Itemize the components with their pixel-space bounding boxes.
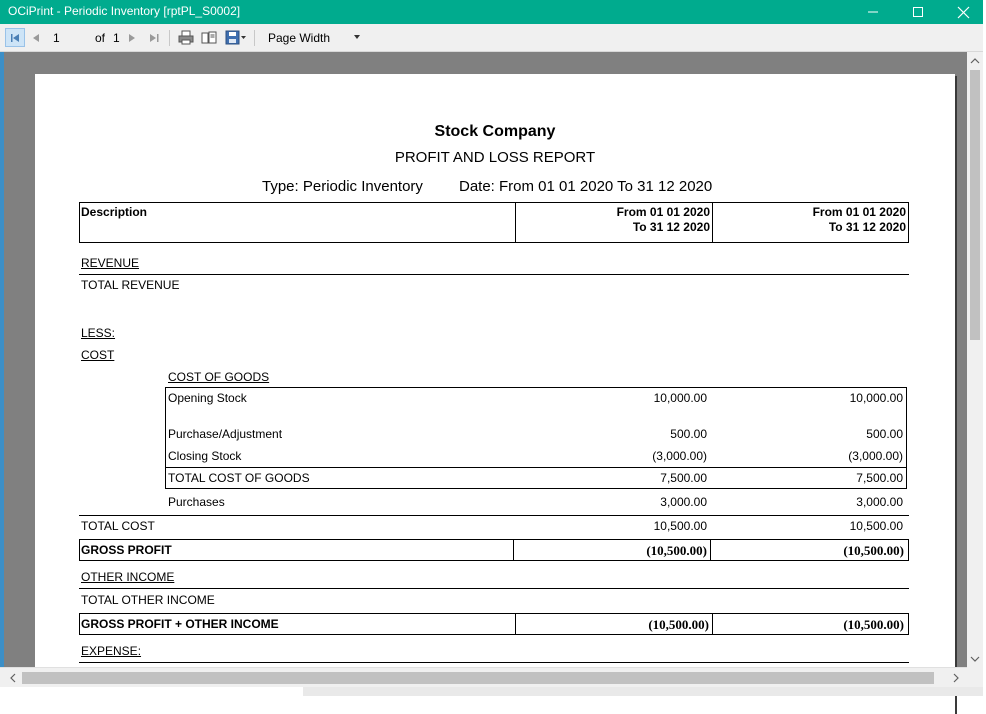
export-button[interactable]: [224, 29, 248, 46]
chevron-down-icon: [354, 35, 360, 39]
cog-row-value: (3,000.00): [652, 449, 707, 463]
report-toolbar: [0, 24, 983, 52]
scroll-left-icon[interactable]: [4, 670, 20, 686]
total-cost-label: TOTAL COST: [81, 519, 155, 533]
print-layout-button[interactable]: [200, 29, 218, 46]
toolbar-separator: [254, 30, 255, 46]
report-type: Type: Periodic Inventory: [262, 178, 423, 195]
gross-profit-value: (10,500.00): [646, 543, 707, 558]
purchases-value: 3,000.00: [856, 495, 903, 509]
total-revenue-label: TOTAL REVENUE: [81, 278, 180, 292]
scrollbar-corner: [967, 667, 983, 687]
header-col2-line1: From 01 01 2020: [812, 205, 906, 219]
gp-plus-oi-value: (10,500.00): [648, 617, 709, 632]
report-page: [35, 74, 955, 714]
minimize-button[interactable]: [850, 0, 896, 24]
status-strip-panel: [0, 687, 303, 696]
header-description: Description: [81, 205, 148, 219]
scroll-up-icon[interactable]: [967, 52, 983, 68]
print-button[interactable]: [177, 29, 195, 46]
section-rule: [79, 588, 909, 589]
column-divider: [710, 539, 711, 561]
cog-row-value: 10,000.00: [849, 391, 903, 405]
cog-row-value: 10,000.00: [653, 391, 707, 405]
less-label: LESS:: [81, 326, 116, 340]
total-cost-value: 10,500.00: [653, 519, 707, 533]
title-bar: [0, 0, 983, 24]
total-cog-value: 7,500.00: [856, 471, 903, 485]
column-divider: [712, 202, 713, 243]
report-viewport: [4, 52, 967, 667]
revenue-label: REVENUE: [81, 256, 140, 270]
scroll-down-icon[interactable]: [967, 651, 983, 667]
report-title: PROFIT AND LOSS REPORT: [394, 149, 596, 166]
last-page-button[interactable]: [146, 29, 162, 46]
vertical-scroll-thumb[interactable]: [970, 70, 980, 340]
print-icon: [178, 30, 194, 45]
header-col1-line2: To 31 12 2020: [632, 220, 710, 234]
expense-label: EXPENSE:: [81, 644, 142, 658]
next-page-icon: [128, 33, 136, 43]
toolbar-separator: [169, 30, 170, 46]
header-col2-line2: To 31 12 2020: [828, 220, 906, 234]
prev-page-icon: [32, 33, 40, 43]
next-page-button[interactable]: [125, 29, 139, 46]
zoom-value: Page Width: [268, 31, 331, 45]
close-button[interactable]: [940, 0, 986, 24]
purchases-label: Purchases: [168, 495, 225, 509]
first-page-icon: [10, 33, 20, 43]
zoom-select[interactable]: [262, 28, 364, 48]
cost-of-goods-label: COST OF GOODS: [168, 370, 270, 384]
page-number-input[interactable]: 1: [53, 30, 60, 45]
cog-row-value: (3,000.00): [848, 449, 903, 463]
scroll-right-icon[interactable]: [948, 670, 964, 686]
prev-page-button[interactable]: [29, 29, 43, 46]
cog-row-value: 500.00: [866, 427, 903, 441]
section-rule: [79, 662, 909, 663]
page-of-label: of: [95, 30, 106, 45]
other-income-label: OTHER INCOME: [81, 570, 175, 584]
gp-plus-oi-value: (10,500.00): [843, 617, 904, 632]
gp-plus-oi-label: GROSS PROFIT + OTHER INCOME: [81, 617, 279, 631]
horizontal-scrollbar[interactable]: [0, 667, 967, 688]
column-divider: [513, 539, 514, 561]
report-date: Date: From 01 01 2020 To 31 12 2020: [459, 178, 713, 195]
maximize-button[interactable]: [895, 0, 941, 24]
last-page-icon: [149, 33, 160, 43]
cost-label: COST: [81, 348, 115, 362]
print-layout-icon: [201, 31, 217, 45]
horizontal-scroll-thumb[interactable]: [22, 672, 934, 684]
total-cog-label: TOTAL COST OF GOODS: [168, 471, 310, 485]
page-total-label: 1: [113, 30, 120, 45]
export-icon: [225, 30, 247, 45]
first-page-button[interactable]: [5, 28, 25, 47]
total-cost-value: 10,500.00: [849, 519, 903, 533]
total-cog-value: 7,500.00: [660, 471, 707, 485]
total-other-income-label: TOTAL OTHER INCOME: [81, 593, 215, 607]
cog-row-label: Closing Stock: [168, 449, 242, 463]
gross-profit-label: GROSS PROFIT: [81, 543, 172, 557]
minimize-icon: [868, 7, 878, 17]
vertical-scrollbar[interactable]: [967, 52, 983, 667]
company-name: Stock Company: [434, 123, 556, 140]
header-col1-line1: From 01 01 2020: [616, 205, 710, 219]
column-divider: [515, 202, 516, 243]
cog-row-label: Opening Stock: [168, 391, 247, 405]
maximize-icon: [913, 7, 923, 17]
cog-row-label: Purchase/Adjustment: [168, 427, 283, 441]
window-title: OCiPrint - Periodic Inventory [rptPL_S0002]: [8, 4, 241, 18]
close-icon: [958, 7, 969, 18]
section-rule: [79, 515, 909, 516]
section-rule: [79, 274, 909, 275]
gross-profit-value: (10,500.00): [843, 543, 904, 558]
purchases-value: 3,000.00: [660, 495, 707, 509]
total-rule: [165, 467, 907, 468]
cog-row-value: 500.00: [670, 427, 707, 441]
